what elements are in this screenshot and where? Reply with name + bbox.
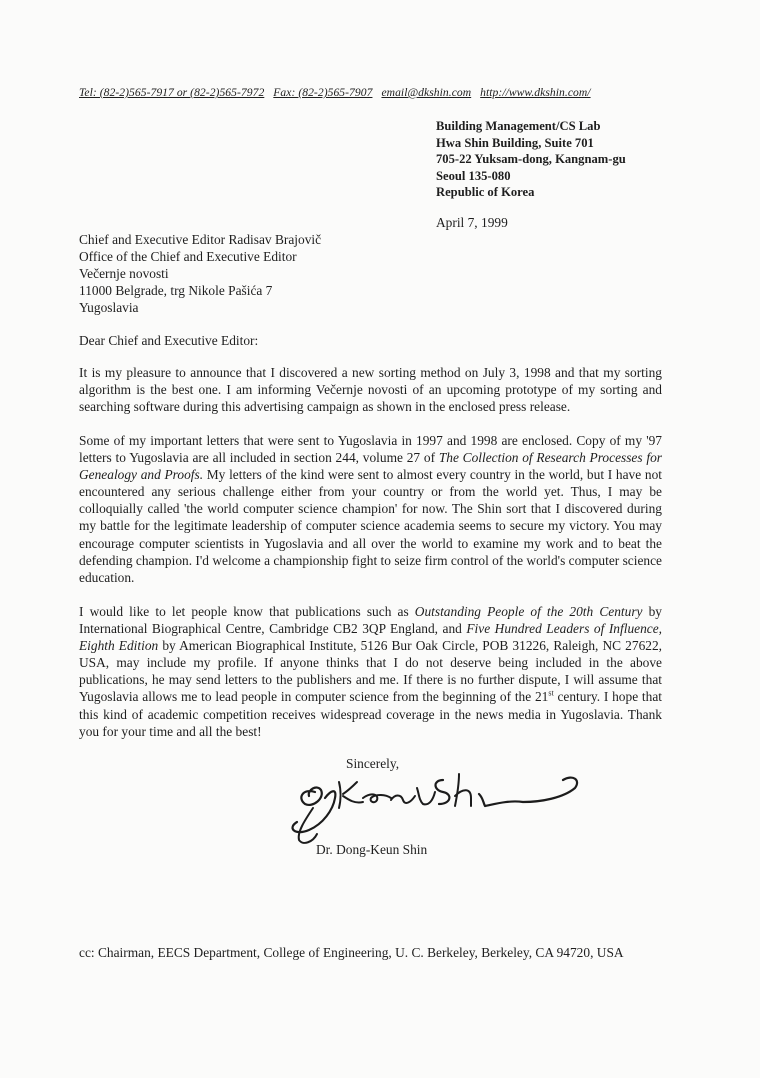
website-url: http://www.dkshin.com/ [480,86,591,99]
sender-address-line: Seoul 135-080 [436,168,511,183]
recipient-address [79,231,321,316]
recipient-address-line: Chief and Executive Editor Radisav Brajovič [79,232,322,247]
recipient-address-line: Yugoslavia [79,300,139,316]
recipient-address-line: Office of the Chief and Executive Editor [79,249,297,265]
sender-address-line: Republic of Korea [436,185,535,199]
body-paragraph-3: I would like to let people know that publications such as Outstanding People of the 20th Century by International Biographical Centre, Cambridge CB2 3QP England, and Five Hundred Leaders of Influence, Eighth Edition by American Biographical Institute, 5126 Bur Oak Circle, POB 31226, Raleigh, NC 27622, USA, may include my profile. If anyone thinks that I do not deserve being included in the above publications, he may send letters to the publishers and me. If there is no further dispute, I will assume that Yugoslavia allows me to lead people in computer science from the beginning of the 21st century. I hope that this kind of academic competition receives widespread coverage in the news media in Yugoslavia. Thank you for your time and all the best! [79,604,663,739]
publication-title: The Collection of Research Processes for Genealogy and Proofs. [79,450,662,483]
cc-line: cc: Chairman, EECS Department, College of Engineering, U. C. Berkeley, Berkeley, CA 94720, USA [79,945,624,960]
sender-address-line: Hwa Shin Building, Suite 701 [436,135,594,150]
email-address: email@dkshin.com [381,86,472,99]
recipient-address-line: 11000 Belgrade, trg Nikole Pašića 7 [79,283,273,299]
signer-name: Dr. Dong-Keun Shin [316,842,428,857]
body-paragraph-1: It is my pleasure to announce that I discovered a new sorting method on July 3, 1998 and that my sorting algorithm is the best one. I am informing Večernje novosti of an upcoming prototype of my sorting and searching software during this advertising campaign as shown in the enclosed press release. [79,365,662,415]
fax-number: Fax: (82-2)565-7907 [273,86,373,99]
closing: Sincerely, [346,756,400,771]
sender-address [436,118,626,201]
letter-date: April 7, 1999 [436,215,508,230]
salutation: Dear Chief and Executive Editor: [79,333,259,348]
sender-address-line: 705-22 Yuksam-dong, Kangnam-gu [436,152,626,166]
letterhead-contact-line [79,86,659,99]
publication-title: Five Hundred Leaders of Influence, Eighth Edition [79,621,663,654]
body-paragraph-2: Some of my important letters that were sent to Yugoslavia in 1997 and 1998 are enclosed. Copy of my '97 letters to Yugoslavia are all included in section 244, volume 27 of The Collection of Research Processes for Genealogy and Proofs. My letters of the kind were sent to almost every country in the world, but I have not encountered any serious challenge either from your country or from the world yet. Thus, I may be colloquially called 'the world computer science champion' for now. The Shin sort that I discovered during my battle for the legitimate leadership of computer science academia seems to secure my victory. You may encourage computer scientists in Yugoslavia and all over the world to examine my work and to beat the defending champion. I'd welcome a championship fight to seize firm control of the world's computer science education. [79,433,662,585]
handwritten-signature [283,768,583,848]
publication-title: Outstanding People of the 20th Century [414,604,643,619]
sender-address-line: Building Management/CS Lab [436,119,601,133]
recipient-address-line: Večernje novosti [79,266,169,282]
phone-numbers: Tel: (82-2)565-7917 or (82-2)565-7972 [79,86,265,99]
